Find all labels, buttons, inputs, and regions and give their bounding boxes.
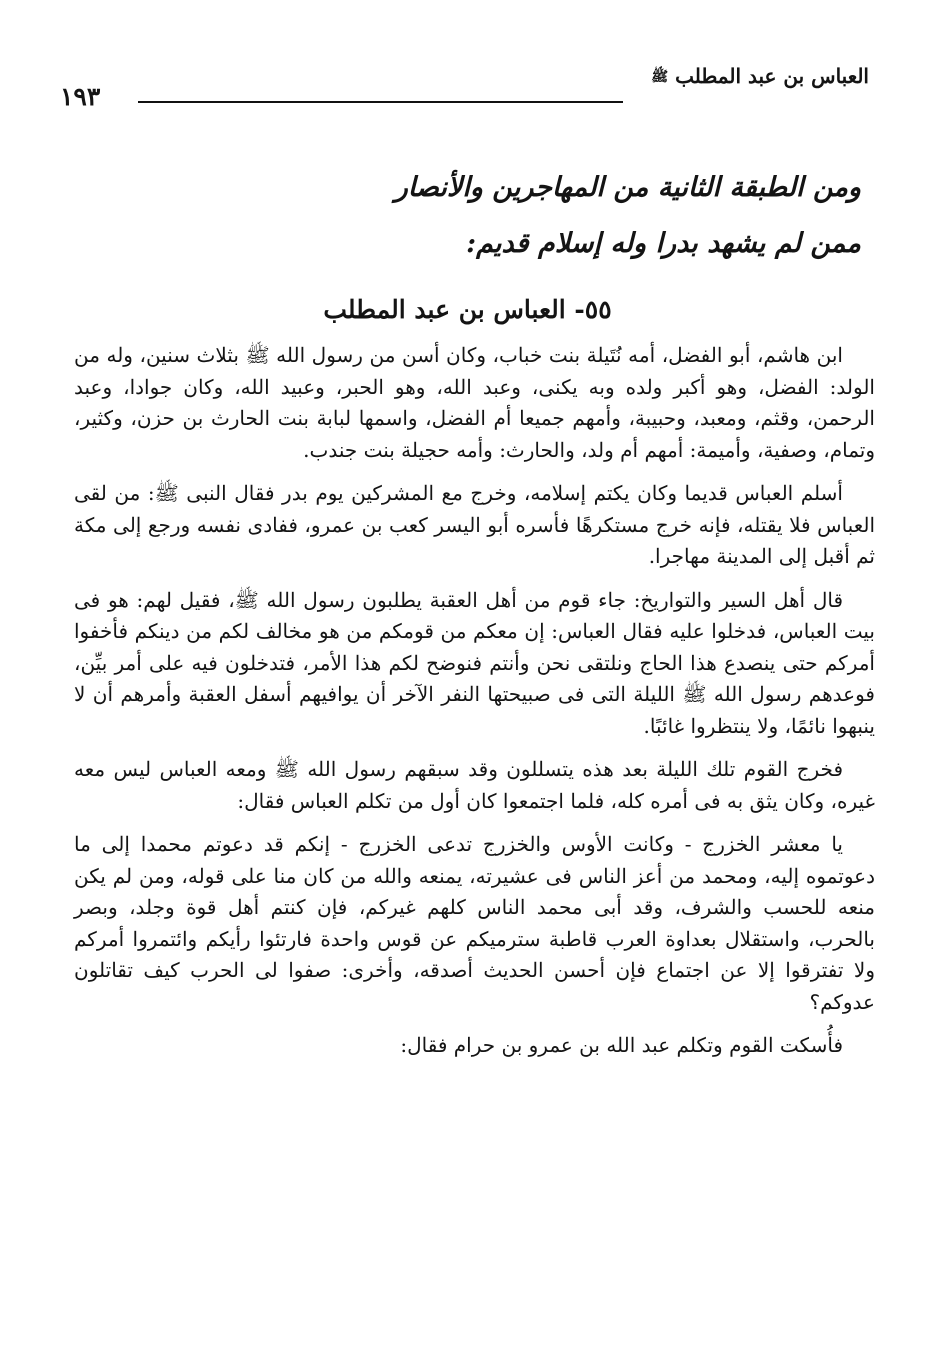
section-heading-line-1: ومن الطبقة الثانية من المهاجرين والأنصار	[394, 172, 861, 203]
body-text	[74, 340, 875, 1074]
paragraph-aqaba: قال أهل السير والتواريخ: جاء قوم من أهل العقبة يطلبون رسول الله ﷺ، فقيل لهم: هو فى بيت العباس، فدخلوا عليه فقال العباس: إن معكم من قومكم من هو مخالف لكم من دينكم فأخفوا أمركم حتى ينصدع هذا الحاج ونلتقى نحن وأنتم فنوضح لكم هذا الأمر، فتدخلون فيه على أمر بيِّن، فوعدهم رسول الله ﷺ الليلة التى فى صبيحتها النفر الآخر أن يوافيهم أسفل العقبة وأمرهم أن لا ينبهوا نائمًا، ولا ينتظروا غائبًا.	[74, 587, 875, 738]
page-number: ١٩٣	[60, 82, 101, 111]
paragraph-islam: أسلم العباس قديما وكان يكتم إسلامه، وخرج مع المشركين يوم بدر فقال النبى ﷺ: من لقى العباس فلا يقتله، فإنه خرج مستكرهًا فأسره أبو اليسر كعب بن عمرو، ففادى نفسه ورجع إلى مكة ثم أقبل إلى المدينة مهاجرا.	[74, 481, 875, 568]
running-header	[60, 62, 869, 111]
paragraph-abbas-speech: يا معشر الخزرج - وكانت الأوس والخزرج تدعى الخزرج - إنكم قد دعوتم محمدا إلى ما دعوتموه إليه، ومحمد من أعز الناس فى عشيرته، يمنعه والله من كان منا على قوله، ومن لم يكن منعه للحسب والشرف، وقد أبى محمد الناس كلهم غيركم، فإن كنتم أهل قوة وجلد، وبصر بالحرب، واستقلال بعداوة العرب قاطبة سترميكم عن قوس واحدة فارتئوا رأيكم وائتمروا أمركم ولا تفترقوا إلا عن اجتماع فإن أحسن الحديث أصدقه، وأخرى: صفوا لى الحرب كيف تقاتلون عدوكم؟	[74, 832, 875, 1014]
section-heading-line-2: ممن لم يشهد بدرا وله إسلام قديم:	[466, 228, 861, 259]
running-header-title	[651, 62, 869, 91]
running-header-title-text: العباس بن عبد المطلب	[675, 64, 869, 88]
paragraph-night-meeting: فخرج القوم تلك الليلة بعد هذه يتسللون وقد سبقهم رسول الله ﷺ ومعه العباس ليس معه غيره، وكان يثق به فى أمره كله، فلما اجتمعوا كان أول من تكلم العباس فقال:	[74, 757, 875, 813]
header-rule	[138, 101, 623, 103]
paragraph-reply: فأُسكت القوم وتكلم عبد الله بن عمرو بن حرام فقال:	[400, 1033, 843, 1057]
paragraph-lineage: ابن هاشم، أبو الفضل، أمه نُتَيلة بنت خباب، وكان أسن من رسول الله ﷺ بثلاث سنين، وله من الولد: الفضل، وهو أكبر ولده وبه يكنى، وعبد الله، وهو الحبر، وعبيد الله، وكان جوادا، وعبد الرحمن، وقثم، ومعبد، وحبيبة، وأمهم جميعا أم الفضل، واسمها لبابة بنت الحارث بن حزن، وكثير، وتمام، وصفية، وأميمة: أمهم أم ولد، والحارث: وأمه حجيلة بنت جندب.	[74, 343, 875, 462]
honorific-mark: ﷺ	[651, 69, 669, 85]
chapter-title: ٥٥- العباس بن عبد المطلب	[323, 295, 612, 324]
